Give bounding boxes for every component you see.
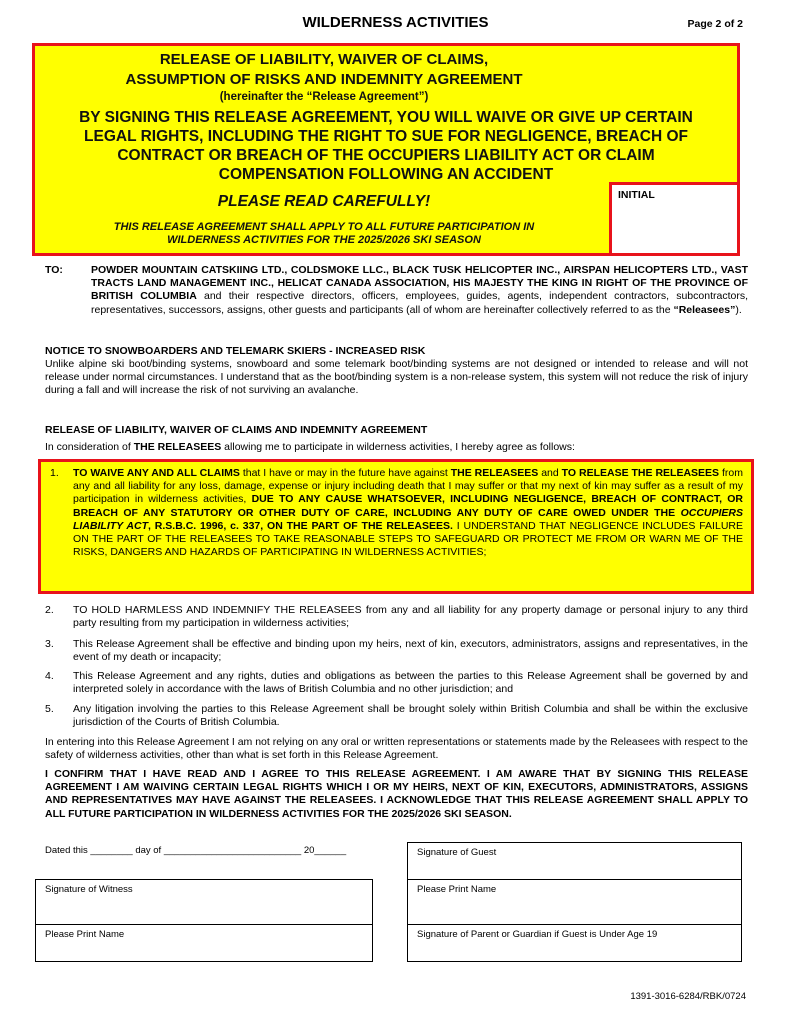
clause-2-number: 2.	[45, 604, 54, 616]
banner-warning-line1: BY SIGNING THIS RELEASE AGREEMENT, YOU WILL WAIVE OR GIVE UP CERTAIN	[79, 109, 693, 126]
guardian-signature-field[interactable]	[407, 924, 742, 962]
apply-notice-line1: THIS RELEASE AGREEMENT SHALL APPLY TO ALL FUTURE PARTICIPATION IN	[113, 221, 535, 233]
page-number: Page 2 of 2	[687, 18, 743, 30]
guest-print-name-label: Please Print Name	[417, 884, 497, 895]
initial-box[interactable]	[609, 182, 740, 256]
witness-print-name-field[interactable]	[35, 924, 373, 962]
releasees-parties: POWDER MOUNTAIN CATSKIING LTD., COLDSMOKE LLC., BLACK TUSK HELICOPTER INC., AIRSPAN HELICOPTERS LTD., VAST TRACTS LAND MANAGEMENT INC., HELICAT CANADA ASSOCIATION, HIS MAJESTY THE KING IN RIGHT OF THE PROVINCE OF BRITISH COLUMBIA	[91, 264, 748, 303]
banner-warning-line4: COMPENSATION FOLLOWING AN ACCIDENT	[218, 166, 554, 183]
notice-heading: NOTICE TO SNOWBOARDERS AND TELEMARK SKIERS - INCREASED RISK	[45, 345, 426, 357]
reliance-paragraph: In entering into this Release Agreement I am not relying on any oral or written representations or statements made by the Releasees with respect to the safety of wilderness activities, other than what is set forth in this Release Agreement.	[45, 736, 748, 762]
witness-signature-label: Signature of Witness	[45, 884, 133, 895]
clause-2-text: TO HOLD HARMLESS AND INDEMNIFY THE RELEASEES from any and all liability for any property damage or personal injury to any third party resulting from my participation in wilderness activities;	[73, 604, 748, 630]
dated-line[interactable]: Dated this ________ day of __________________________ 20______	[45, 845, 347, 856]
clause-3-number: 3.	[45, 638, 54, 650]
please-read-notice: PLEASE READ CAREFULLY!	[217, 193, 431, 210]
clause-4-text: This Release Agreement and any rights, duties and obligations as between the parties to this Release Agreement shall be governed by and interpreted solely in accordance with the laws of British Columbia and no other jurisdiction; and	[73, 670, 748, 696]
notice-body: Unlike alpine ski boot/binding systems, snowboard and some telemark boot/binding systems are not designed or intended to release and will not release under normal circumstances. I understand that as the boot/binding system is a non-release system, this system will not reduce the risk of injury during a fall and will increase the risk of not surviving an avalanche.	[45, 358, 748, 397]
clause-5-number: 5.	[45, 703, 54, 715]
guardian-signature-label: Signature of Parent or Guardian if Guest is Under Age 19	[417, 929, 658, 940]
banner-warning-line2: LEGAL RIGHTS, INCLUDING THE RIGHT TO SUE FOR NEGLIGENCE, BREACH OF	[84, 128, 688, 145]
clause-1-number: 1.	[50, 467, 59, 479]
document-title: WILDERNESS ACTIVITIES	[302, 14, 489, 31]
clause-3-text: This Release Agreement shall be effective and binding upon my heirs, next of kin, executors, administrators, assigns and representatives, in the event of my death or incapacity;	[73, 638, 748, 664]
release-heading: RELEASE OF LIABILITY, WAIVER OF CLAIMS AND INDEMNITY AGREEMENT	[45, 424, 428, 436]
apply-notice-line2: WILDERNESS ACTIVITIES FOR THE 2025/2026 SKI SEASON	[167, 234, 481, 246]
banner-title-line1: RELEASE OF LIABILITY, WAIVER OF CLAIMS,	[159, 51, 489, 68]
releasees-paragraph: POWDER MOUNTAIN CATSKIING LTD., COLDSMOKE LLC., BLACK TUSK HELICOPTER INC., AIRSPAN HELICOPTERS LTD., VAST TRACTS LAND MANAGEMENT INC., HELICAT CANADA ASSOCIATION, HIS MAJESTY THE KING IN RIGHT OF THE PROVINCE OF BRITISH COLUMBIA and their respective directors, officers, employees, guides, agents, independent contractors, subcontractors, representatives, successors, assigns, other guests and participants (all of whom are hereinafter collectively referred to as the “Releasees”).	[91, 264, 748, 316]
witness-signature-field[interactable]	[35, 879, 373, 925]
banner-title-line3: (hereinafter the “Release Agreement”)	[219, 91, 429, 103]
guest-signature-field[interactable]	[407, 842, 742, 880]
release-intro: In consideration of THE RELEASEES allowing me to participate in wilderness activities, I hereby agree as follows:	[45, 441, 575, 453]
witness-print-name-label: Please Print Name	[45, 929, 125, 940]
banner-warning-line3: CONTRACT OR BREACH OF THE OCCUPIERS LIABILITY ACT OR CLAIM	[117, 147, 655, 164]
form-code: 1391-3016-6284/RBK/0724	[630, 991, 746, 1002]
initial-label: INITIAL	[618, 189, 655, 201]
to-label: TO:	[45, 264, 63, 276]
clause-1-text: TO WAIVE ANY AND ALL CLAIMS that I have or may in the future have against THE RELEASEES and TO RELEASE THE RELEASEES from any and all liability for any loss, damage, expense or injury including death that I may suffer or that my next of kin may suffer as a result of my participation in wilderness activities, DUE TO ANY CAUSE WHATSOEVER, INCLUDING NEGLIGENCE, BREACH OF CONTRACT, OR BREACH OF ANY STATUTORY OR OTHER DUTY OF CARE, INCLUDING ANY DUTY OF CARE OWED UNDER THE OCCUPIERS LIABILITY ACT, R.S.B.C. 1996, c. 337, ON THE PART OF THE RELEASEES. I UNDERSTAND THAT NEGLIGENCE INCLUDES FAILURE ON THE PART OF THE RELEASEES TO TAKE REASONABLE STEPS TO SAFEGUARD OR PROTECT ME FROM OR WARN ME OF THE RISKS, DANGERS AND HAZARDS OF PARTICIPATING IN WILDERNESS ACTIVITIES;	[73, 467, 743, 559]
banner-title-line2: ASSUMPTION OF RISKS AND INDEMNITY AGREEMENT	[125, 71, 523, 88]
clause-5-text: Any litigation involving the parties to this Release Agreement shall be brought solely within British Columbia and shall be within the exclusive jurisdiction of the Courts of British Columbia.	[73, 703, 748, 729]
guest-signature-label: Signature of Guest	[417, 847, 497, 858]
guest-print-name-field[interactable]	[407, 879, 742, 925]
confirm-paragraph: I CONFIRM THAT I HAVE READ AND I AGREE TO THIS RELEASE AGREEMENT. I AM AWARE THAT BY SIGNING THIS RELEASE AGREEMENT I AM WAIVING CERTAIN LEGAL RIGHTS WHICH I OR MY HEIRS, NEXT OF KIN, EXECUTORS, ADMINISTRATORS, ASSIGNS AND REPRESENTATIVES MAY HAVE AGAINST THE RELEASEES. I ACKNOWLEDGE THAT THIS RELEASE AGREEMENT SHALL APPLY TO ALL FUTURE PARTICIPATION IN WILDERNESS ACTIVITIES FOR THE 2025/2026 SKI SEASON.	[45, 768, 748, 820]
clause-4-number: 4.	[45, 670, 54, 682]
